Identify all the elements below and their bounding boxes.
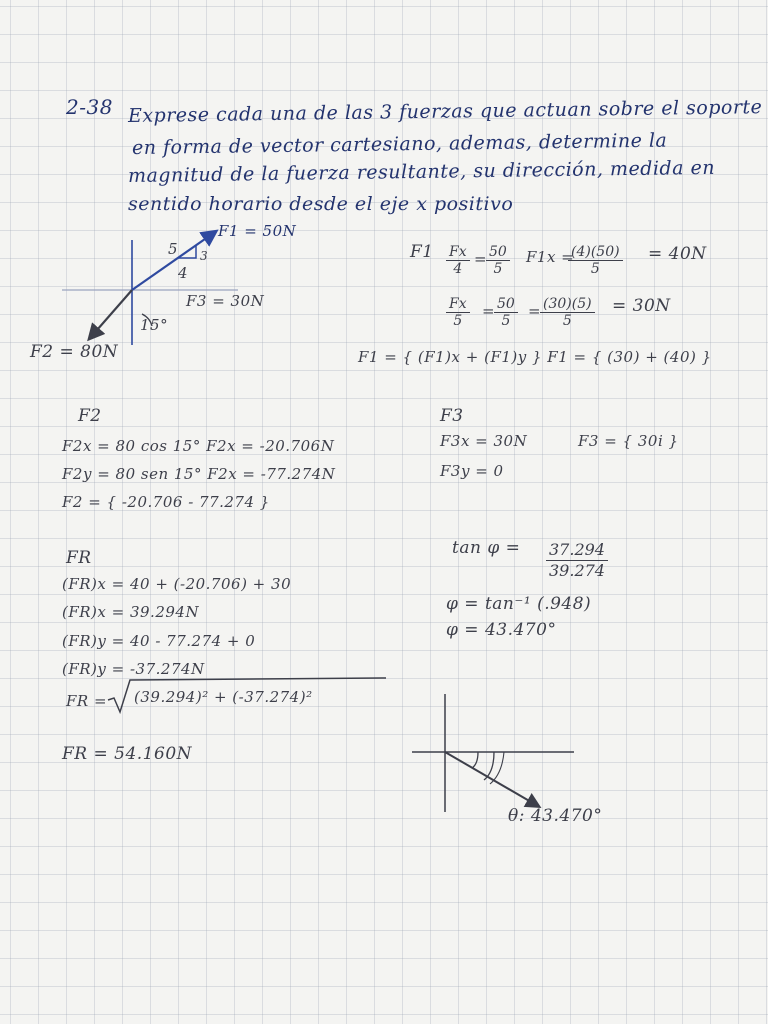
f1x-result: = 40N (648, 244, 707, 264)
f1x-fraction: $\frac{(4)(50)}{5}$ (568, 244, 623, 277)
f1-label: F1 = 50N (218, 222, 297, 240)
fr-line-2: (FR)x = 39.294N (62, 603, 200, 621)
problem-number: 2-38 (66, 95, 113, 119)
f1y-result: = 30N (612, 296, 671, 316)
equals-sign: = (482, 302, 496, 320)
f2-line-3: F2 = { -20.706 - 77.274 } (62, 493, 270, 511)
triangle-base-label: 4 (178, 264, 189, 282)
problem-line-4: sentido horario desde el eje x positivo (128, 193, 514, 215)
f1-frac-fx-over-4: $\frac{Fx}{4}$ (446, 244, 470, 277)
problem-line-2: en forma de vector cartesiano, ademas, determine la (131, 129, 668, 159)
f1-vector-form: F1 = { (F1)x + (F1)y } F1 = { (30) + (40) } (358, 348, 712, 366)
f2-label: F2 = 80N (30, 342, 119, 362)
fr-magnitude-radicand: (39.294)² + (-37.274)² (134, 688, 313, 706)
f3-line-2: F3y = 0 (440, 462, 504, 480)
fr-line-3: (FR)y = 40 - 77.274 + 0 (62, 632, 256, 650)
result-angle-arc (472, 752, 478, 768)
fr-title: FR (66, 548, 92, 568)
angle-line-3: φ = 43.470° (446, 620, 557, 640)
fr-line-4: (FR)y = -37.274N (62, 660, 205, 678)
fr-result: FR = 54.160N (62, 744, 193, 764)
f2-line-1: F2x = 80 cos 15° F2x = -20.706N (62, 437, 335, 455)
f2-line-2: F2y = 80 sen 15° F2x = -77.274N (62, 465, 336, 483)
resultant-vector (445, 752, 538, 806)
f2-title: F2 (78, 406, 102, 426)
f1-frac-fx-over-5: $\frac{Fx}{5}$ (446, 296, 470, 329)
f3-title: F3 (440, 406, 464, 426)
tan-label: tan φ = (452, 538, 521, 558)
equals-sign: = (528, 302, 542, 320)
f1-frac-50-over-5: $\frac{50}{5}$ (486, 244, 510, 277)
angle-line-2: φ = tan⁻¹ (.948) (446, 594, 592, 614)
triangle-side-label: 3 (200, 249, 209, 263)
f1-frac-50-over-5-b: $\frac{50}{5}$ (494, 296, 518, 329)
fr-magnitude-prefix: FR = (66, 692, 108, 710)
problem-line-3: magnitud de la fuerza resultante, su dirección, medida en (127, 156, 716, 187)
f3-label: F3 = 30N (186, 292, 265, 310)
f1x-label: F1x = (526, 248, 575, 266)
fr-line-1: (FR)x = 40 + (-20.706) + 30 (62, 575, 292, 593)
tan-fraction: $\frac{37.294}{39.274}$ (546, 540, 608, 581)
angle-15-label: 15° (140, 316, 169, 334)
triangle-hyp-label: 5 (168, 240, 179, 258)
problem-line-1: Exprese cada una de las 3 fuerzas que actuan sobre el soporte (127, 96, 763, 127)
f3-vector: F3 = { 30i } (578, 432, 679, 450)
equals-sign: = (474, 250, 488, 268)
f1y-fraction: $\frac{(30)(5)}{5}$ (540, 296, 595, 329)
f3-line-1: F3x = 30N (440, 432, 528, 450)
result-angle-label: θ: 43.470° (508, 806, 603, 826)
f1-calc-label: F1 (410, 242, 434, 262)
